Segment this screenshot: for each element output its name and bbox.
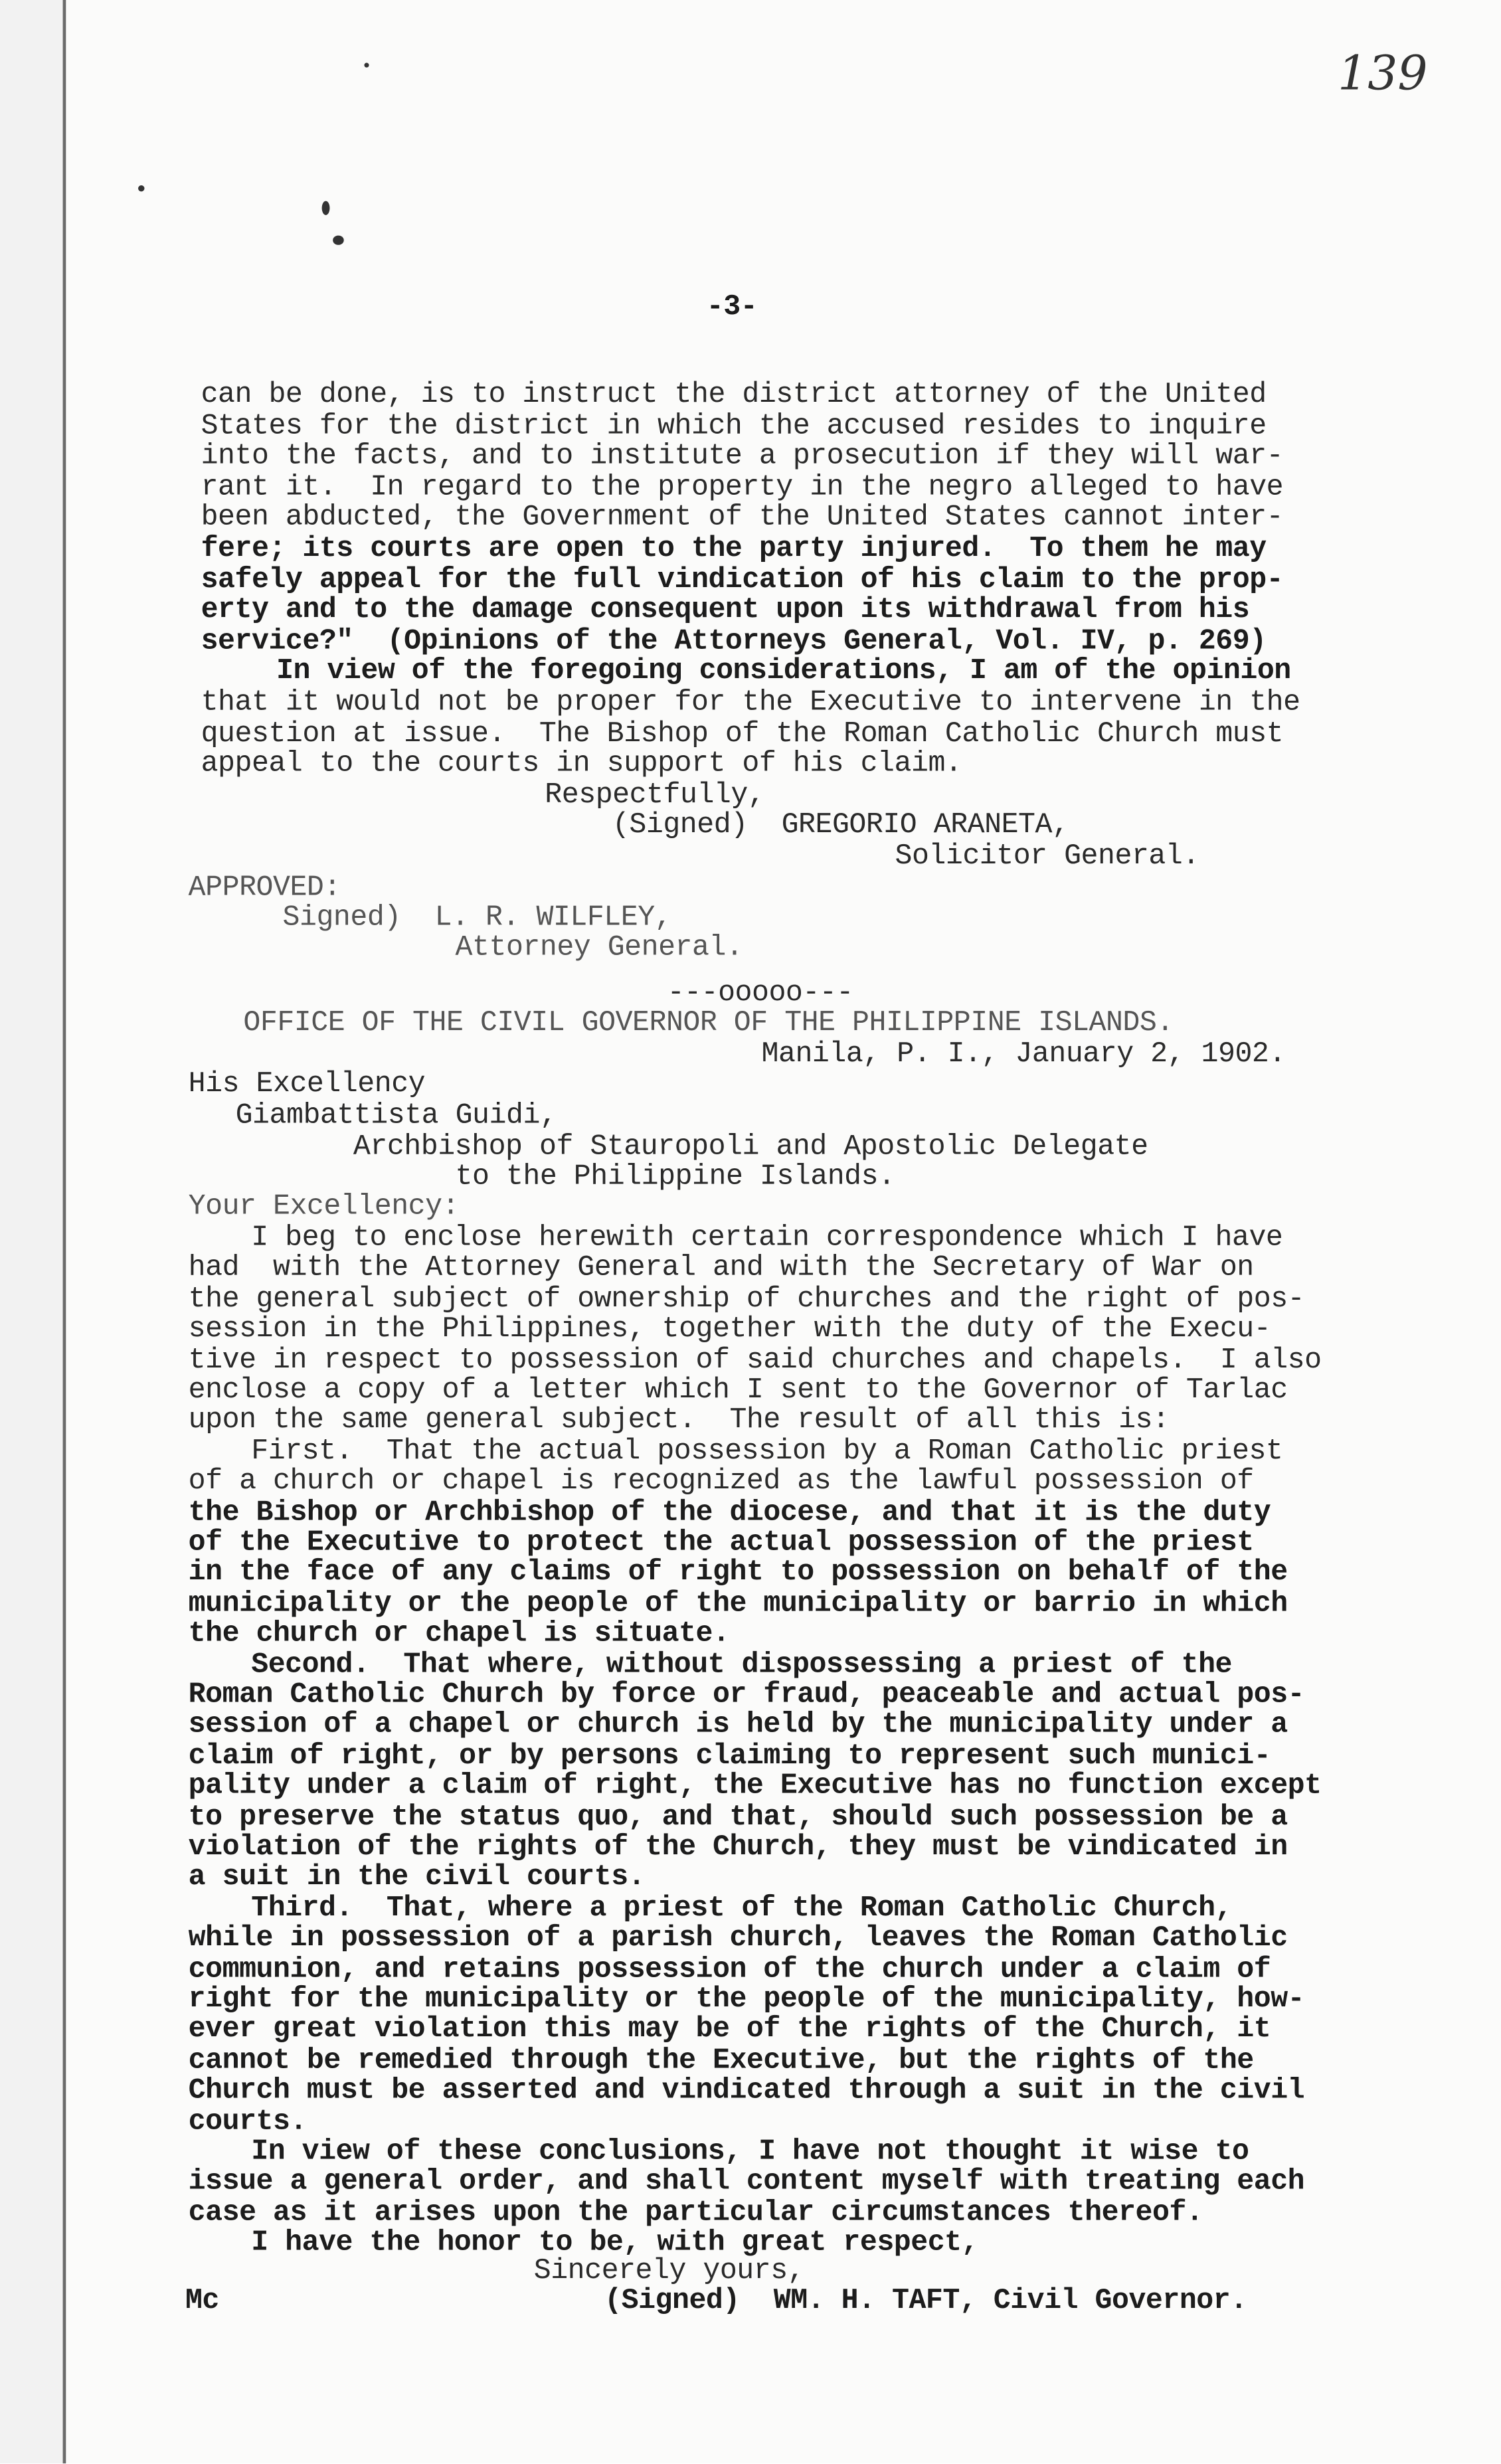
ink-speck: [138, 185, 144, 191]
opinion-line: erty and to the damage consequent upon its withdrawal from his: [201, 595, 1250, 627]
letter-body-line: courts.: [188, 2106, 307, 2138]
letter-body-line: enclose a copy of a letter which I sent to the Governor of Tarlac: [188, 1375, 1288, 1407]
letter-office-heading: OFFICE OF THE CIVIL GOVERNOR OF THE PHILIPPINE ISLANDS.: [243, 1008, 1174, 1039]
opinion-line: States for the district in which the accused resides to inquire: [201, 410, 1267, 442]
ink-speck: [333, 236, 344, 245]
letter-body-line: had with the Attorney General and with the Secretary of War on: [188, 1253, 1254, 1285]
opinion-line: that it would not be proper for the Executive to intervene in the: [201, 687, 1300, 719]
section-separator: ---ooooo---: [667, 978, 853, 1010]
addressee-line: to the Philippine Islands.: [455, 1162, 895, 1193]
letter-body-line: violation of the rights of the Church, they must be vindicated in: [188, 1832, 1288, 1864]
letter-body-line: I beg to enclose herewith certain correspondence which I have: [251, 1223, 1283, 1255]
opinion-line: service?" (Opinions of the Attorneys General, Vol. IV, p. 269): [201, 626, 1267, 658]
letter-body-line: to preserve the status quo, and that, should such possession be a: [188, 1801, 1288, 1834]
opinion-signer-title: Solicitor General.: [895, 841, 1199, 873]
ink-speck: [364, 63, 369, 68]
letter-body-line: communion, and retains possession of the church under a claim of: [188, 1954, 1271, 1986]
letter-body-line: tive in respect to possession of said churches and chapels. I also: [188, 1344, 1322, 1377]
letter-body-line: session in the Philippines, together with the duty of the Execu-: [188, 1314, 1271, 1346]
opinion-line: appeal to the courts in support of his claim.: [201, 749, 962, 781]
opinion-line: been abducted, the Government of the United States cannot inter-: [201, 503, 1284, 535]
handwritten-page-number: 139: [1338, 46, 1428, 102]
letter-body-line: pality under a claim of right, the Executive has no function except: [188, 1771, 1322, 1803]
letter-body-line: a suit in the civil courts.: [188, 1862, 646, 1894]
letter-body-line: In view of these conclusions, I have not thought it wise to: [251, 2137, 1249, 2168]
letter-body-line: in the face of any claims of right to possession on behalf of the: [188, 1558, 1288, 1590]
letter-body-line: case as it arises upon the particular circumstances thereof.: [188, 2198, 1203, 2230]
opinion-line: question at issue. The Bishop of the Roman Catholic Church must: [201, 718, 1284, 750]
scan-edge-line: [63, 0, 66, 2463]
opinion-line: into the facts, and to institute a prosecution if they will war-: [201, 441, 1284, 474]
letter-body-line: of the Executive to protect the actual possession of the priest: [188, 1528, 1254, 1559]
letter-body-line: Second. That where, without dispossessing a priest of the: [251, 1649, 1233, 1681]
addressee-line: Giambattista Guidi,: [235, 1100, 557, 1132]
letter-body-line: right for the municipality or the people of the municipality, how-: [188, 1984, 1305, 2016]
approval-label: APPROVED:: [188, 873, 341, 905]
scan-margin: [0, 0, 63, 2463]
opinion-salutation: Respectfully,: [545, 780, 765, 812]
letter-closing: Sincerely yours,: [533, 2256, 805, 2288]
letter-body-line: the Bishop or Archbishop of the diocese, and that it is the duty: [188, 1497, 1271, 1529]
letter-body-line: I have the honor to be, with great respect,: [251, 2228, 979, 2260]
approval-signature: Signed) L. R. WILFLEY,: [282, 903, 672, 934]
opinion-line: In view of the foregoing considerations, I am of the opinion: [276, 657, 1291, 689]
letter-body-line: municipality or the people of the municipality or barrio in which: [188, 1588, 1288, 1621]
letter-body-line: Roman Catholic Church by force or fraud, peaceable and actual pos-: [188, 1680, 1305, 1712]
opinion-signature: (Signed) GREGORIO ARANETA,: [612, 810, 1069, 842]
letter-place-date: Manila, P. I., January 2, 1902.: [761, 1039, 1286, 1071]
letter-body-line: the church or chapel is situate.: [188, 1619, 730, 1651]
addressee-line: His Excellency: [188, 1069, 426, 1101]
letter-body-line: First. That the actual possession by a Roman Catholic priest: [251, 1436, 1283, 1468]
opinion-line: rant it. In regard to the property in the negro alleged to have: [201, 472, 1284, 504]
letter-body-line: the general subject of ownership of churches and the right of pos-: [188, 1284, 1305, 1316]
opinion-line: fere; its courts are open to the party injured. To them he may: [201, 533, 1267, 566]
letter-greeting: Your Excellency:: [188, 1191, 460, 1223]
opinion-line: can be done, is to instruct the district attorney of the United: [201, 380, 1267, 412]
letter-body-line: ever great violation this may be of the rights of the Church, it: [188, 2014, 1271, 2047]
letter-body-line: claim of right, or by persons claiming to represent such munici-: [188, 1741, 1271, 1773]
letter-body-line: Church must be asserted and vindicated through a suit in the civil: [188, 2075, 1305, 2107]
typist-initials: Mc: [185, 2285, 219, 2318]
letter-body-line: of a church or chapel is recognized as the lawful possession of: [188, 1466, 1254, 1498]
letter-body-line: while in possession of a parish church, leaves the Roman Catholic: [188, 1923, 1288, 1955]
page-marker: -3-: [706, 292, 758, 323]
addressee-line: Archbishop of Stauropoli and Apostolic Delegate: [353, 1132, 1148, 1164]
letter-body-line: session of a chapel or church is held by the municipality under a: [188, 1710, 1288, 1742]
letter-body-line: issue a general order, and shall content myself with treating each: [188, 2167, 1305, 2199]
ink-speck: [322, 201, 330, 215]
approval-signer-title: Attorney General.: [455, 932, 743, 964]
letter-body-line: Third. That, where a priest of the Roman Catholic Church,: [251, 1893, 1233, 1925]
letter-body-line: upon the same general subject. The result of all this is:: [188, 1405, 1170, 1437]
letter-body-line: cannot be remedied through the Executive, but the rights of the: [188, 2045, 1254, 2077]
letter-signature: (Signed) WM. H. TAFT, Civil Governor.: [604, 2285, 1247, 2318]
opinion-line: safely appeal for the full vindication of his claim to the prop-: [201, 565, 1284, 596]
